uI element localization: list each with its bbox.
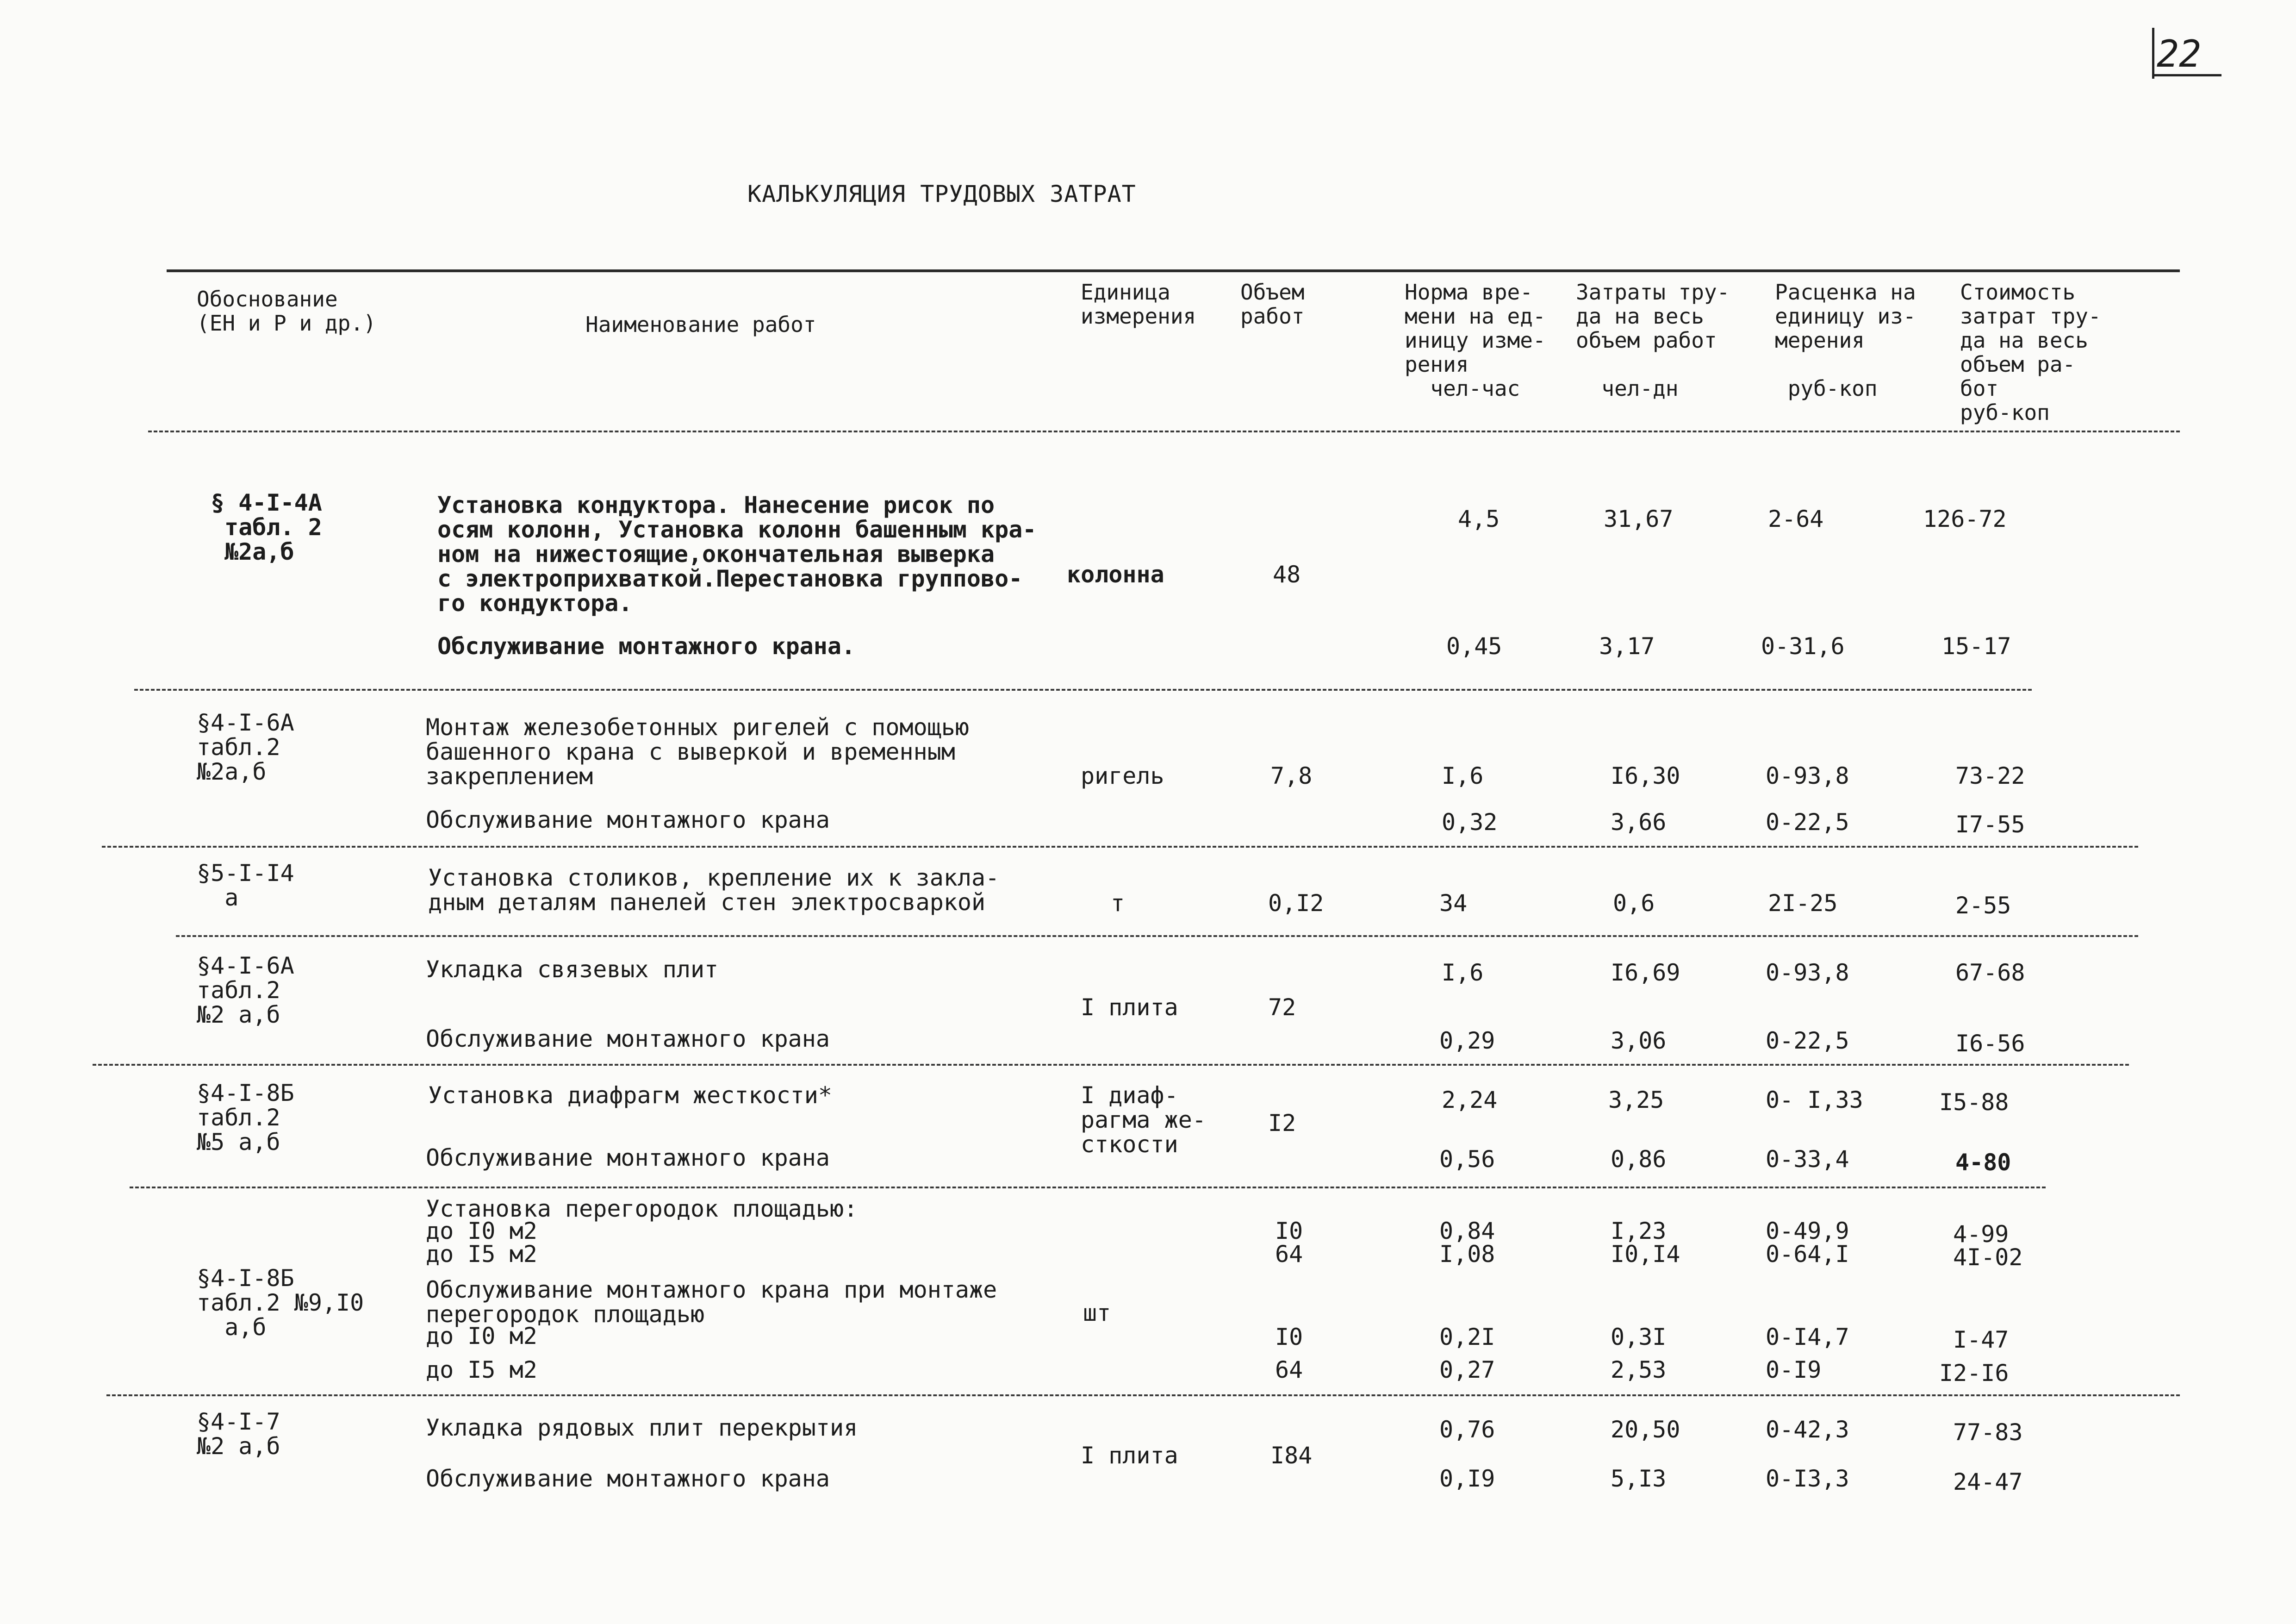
row-cost: 15-17	[1941, 633, 2011, 660]
row-divider	[176, 935, 2138, 937]
row-cost: I7-55	[1955, 811, 2025, 838]
row-cost: I2-I6	[1939, 1360, 2009, 1387]
row-divider	[106, 1394, 2180, 1396]
row-rate: 0- I,33	[1766, 1087, 1863, 1113]
row-work-name: Установка перегородок площадью:	[426, 1195, 858, 1222]
row-cost: I6-56	[1955, 1030, 2025, 1057]
page-number: 22	[2157, 32, 2202, 75]
row-volume: I0	[1275, 1218, 1303, 1244]
row-cost: 4-99	[1953, 1221, 2009, 1248]
row-rate: 0-49,9	[1766, 1218, 1849, 1244]
page-title: КАЛЬКУЛЯЦИЯ ТРУДОВЫХ ЗАТРАТ	[747, 181, 1136, 207]
row-labor: 0,86	[1611, 1146, 1667, 1173]
row-rate: 0-I9	[1766, 1356, 1822, 1383]
row-labor: 3,25	[1608, 1087, 1664, 1113]
row-labor: 3,66	[1611, 809, 1667, 836]
row-unit: шт	[1083, 1299, 1111, 1326]
row-basis: §4-I-6А табл.2 №2а,б	[197, 709, 294, 785]
row-unit: I диаф- рагма же- сткости	[1081, 1082, 1206, 1158]
row-labor: 31,67	[1604, 506, 1674, 532]
row-norm: 0,84	[1439, 1218, 1495, 1244]
row-volume: 7,8	[1270, 762, 1313, 789]
row-cost: 2-55	[1955, 892, 2011, 919]
header-norm: Норма вре- мени на ед- иницу изме- рения чел-час	[1405, 280, 1546, 401]
row-basis: §4-I-6А табл.2 №2 а,б	[197, 952, 294, 1028]
row-basis: §5-I-I4 а	[197, 860, 294, 911]
row-norm: 2,24	[1442, 1087, 1498, 1113]
row-cost: 4-80	[1955, 1149, 2011, 1176]
row-divider	[134, 689, 2032, 691]
row-rate: 2I-25	[1768, 890, 1838, 917]
header-labor: Затраты тру- да на весь объем работ чел-дн	[1576, 280, 1730, 401]
row-work-name: Обслуживание монтажного крана	[426, 1025, 830, 1052]
row-work-name: Обслуживание монтажного крана при монтаже перегородок площадью	[426, 1276, 997, 1328]
header-top-rule	[167, 269, 2180, 272]
row-divider	[102, 846, 2138, 848]
row-rate: 0-93,8	[1766, 959, 1849, 986]
row-norm: 4,5	[1458, 506, 1500, 532]
row-norm: 0,45	[1446, 633, 1502, 660]
row-volume: 72	[1268, 994, 1296, 1021]
header-unit: Единица измерения	[1081, 280, 1196, 329]
row-basis: §4-I-8Б табл.2 №5 а,б	[197, 1080, 294, 1156]
row-norm: 0,29	[1439, 1027, 1495, 1054]
row-norm: 0,I9	[1439, 1465, 1495, 1492]
row-labor: 0,3I	[1611, 1324, 1667, 1350]
row-norm: 0,2I	[1439, 1324, 1495, 1350]
row-labor: 0,6	[1613, 890, 1655, 917]
row-rate: 2-64	[1768, 506, 1824, 532]
header-name: Наименование работ	[585, 312, 816, 337]
row-volume: 64	[1275, 1241, 1303, 1268]
row-work-name: Обслуживание монтажного крана	[426, 806, 830, 833]
row-work-name: Установка кондуктора. Нанесение рисок по осям колонн, Установка колонн башенным кра- ном на нижестоящие,окончательная выверка с электроприхваткой.Перестановка группово- го кондуктора.	[437, 492, 1037, 617]
row-cost: 73-22	[1955, 762, 2025, 789]
header-bottom-rule	[148, 431, 2180, 432]
row-norm: I,08	[1439, 1241, 1495, 1268]
row-rate: 0-22,5	[1766, 809, 1849, 836]
row-rate: 0-64,I	[1766, 1241, 1849, 1268]
header-volume: Объем работ	[1240, 280, 1305, 329]
row-work-name: Обслуживание монтажного крана	[426, 1465, 830, 1492]
row-cost: 4I-02	[1953, 1244, 2023, 1271]
row-work-name: Укладка рядовых плит перекрытия	[426, 1414, 858, 1441]
row-norm: 0,76	[1439, 1416, 1495, 1443]
row-labor: I,23	[1611, 1218, 1667, 1244]
row-norm: I,6	[1442, 762, 1484, 789]
row-cost: 126-72	[1923, 506, 2007, 532]
row-labor: 2,53	[1611, 1356, 1667, 1383]
row-divider	[130, 1187, 2046, 1188]
row-work-name: до I0 м2	[426, 1323, 537, 1349]
row-volume: 0,I2	[1268, 890, 1324, 917]
row-unit: ригель	[1081, 762, 1164, 789]
row-norm: 0,32	[1442, 809, 1498, 836]
row-work-name: Установка диафрагм жесткости*	[428, 1082, 832, 1109]
row-cost: 77-83	[1953, 1419, 2023, 1446]
row-cost: I5-88	[1939, 1089, 2009, 1116]
row-volume: I0	[1275, 1324, 1303, 1350]
row-labor: 3,17	[1599, 633, 1655, 660]
row-rate: 0-42,3	[1766, 1416, 1849, 1443]
row-work-name: Монтаж железобетонных ригелей с помощью башенного крана с выверкой и временным закреплением	[426, 714, 969, 790]
row-work-name: до I0 м2	[426, 1218, 537, 1244]
row-volume: I84	[1270, 1442, 1313, 1469]
row-work-name: Обслуживание монтажного крана.	[437, 633, 856, 660]
row-work-name: Обслуживание монтажного крана	[426, 1144, 830, 1171]
row-labor: I6,69	[1611, 959, 1680, 986]
row-unit: т	[1111, 890, 1125, 917]
row-work-name: до I5 м2	[426, 1356, 537, 1383]
row-norm: 0,27	[1439, 1356, 1495, 1383]
row-unit: I плита	[1081, 1442, 1178, 1469]
row-work-name: Установка столиков, крепление их к закла- дным деталям панелей стен электросваркой	[428, 864, 1000, 916]
header-rate: Расценка на единицу из- мерения руб-коп	[1775, 280, 1916, 401]
row-norm: 0,56	[1439, 1146, 1495, 1173]
row-rate: 0-I3,3	[1766, 1465, 1849, 1492]
header-cost: Стоимость затрат тру- да на весь объем ра- бот руб-коп	[1960, 280, 2101, 425]
row-unit: I плита	[1081, 994, 1178, 1021]
row-basis: §4-I-7 №2 а,б	[197, 1408, 280, 1460]
row-work-name: Укладка связевых плит	[426, 956, 719, 983]
row-labor: 20,50	[1611, 1416, 1680, 1443]
header-basis: Обоснование (ЕН и Р и др.)	[197, 287, 376, 336]
row-labor: 3,06	[1611, 1027, 1667, 1054]
row-labor: 5,I3	[1611, 1465, 1667, 1492]
row-basis: § 4-I-4А табл. 2 №2а,б	[211, 489, 322, 565]
row-norm: 34	[1439, 890, 1468, 917]
row-cost: 67-68	[1955, 959, 2025, 986]
row-unit: колонна	[1067, 561, 1164, 588]
row-norm: I,6	[1442, 959, 1484, 986]
row-labor: I0,I4	[1611, 1241, 1680, 1268]
row-volume: I2	[1268, 1110, 1296, 1137]
row-volume: 64	[1275, 1356, 1303, 1383]
page-number-bracket	[2152, 28, 2154, 79]
row-rate: 0-31,6	[1761, 633, 1845, 660]
row-basis: §4-I-8Б табл.2 №9,I0 а,б	[197, 1265, 364, 1341]
row-rate: 0-33,4	[1766, 1146, 1849, 1173]
row-work-name: до I5 м2	[426, 1241, 537, 1268]
row-rate: 0-22,5	[1766, 1027, 1849, 1054]
row-cost: I-47	[1953, 1326, 2009, 1353]
row-volume: 48	[1273, 561, 1301, 588]
row-rate: 0-93,8	[1766, 762, 1849, 789]
row-labor: I6,30	[1611, 762, 1680, 789]
row-rate: 0-I4,7	[1766, 1324, 1849, 1350]
row-divider	[93, 1064, 2129, 1066]
row-cost: 24-47	[1953, 1468, 2023, 1495]
